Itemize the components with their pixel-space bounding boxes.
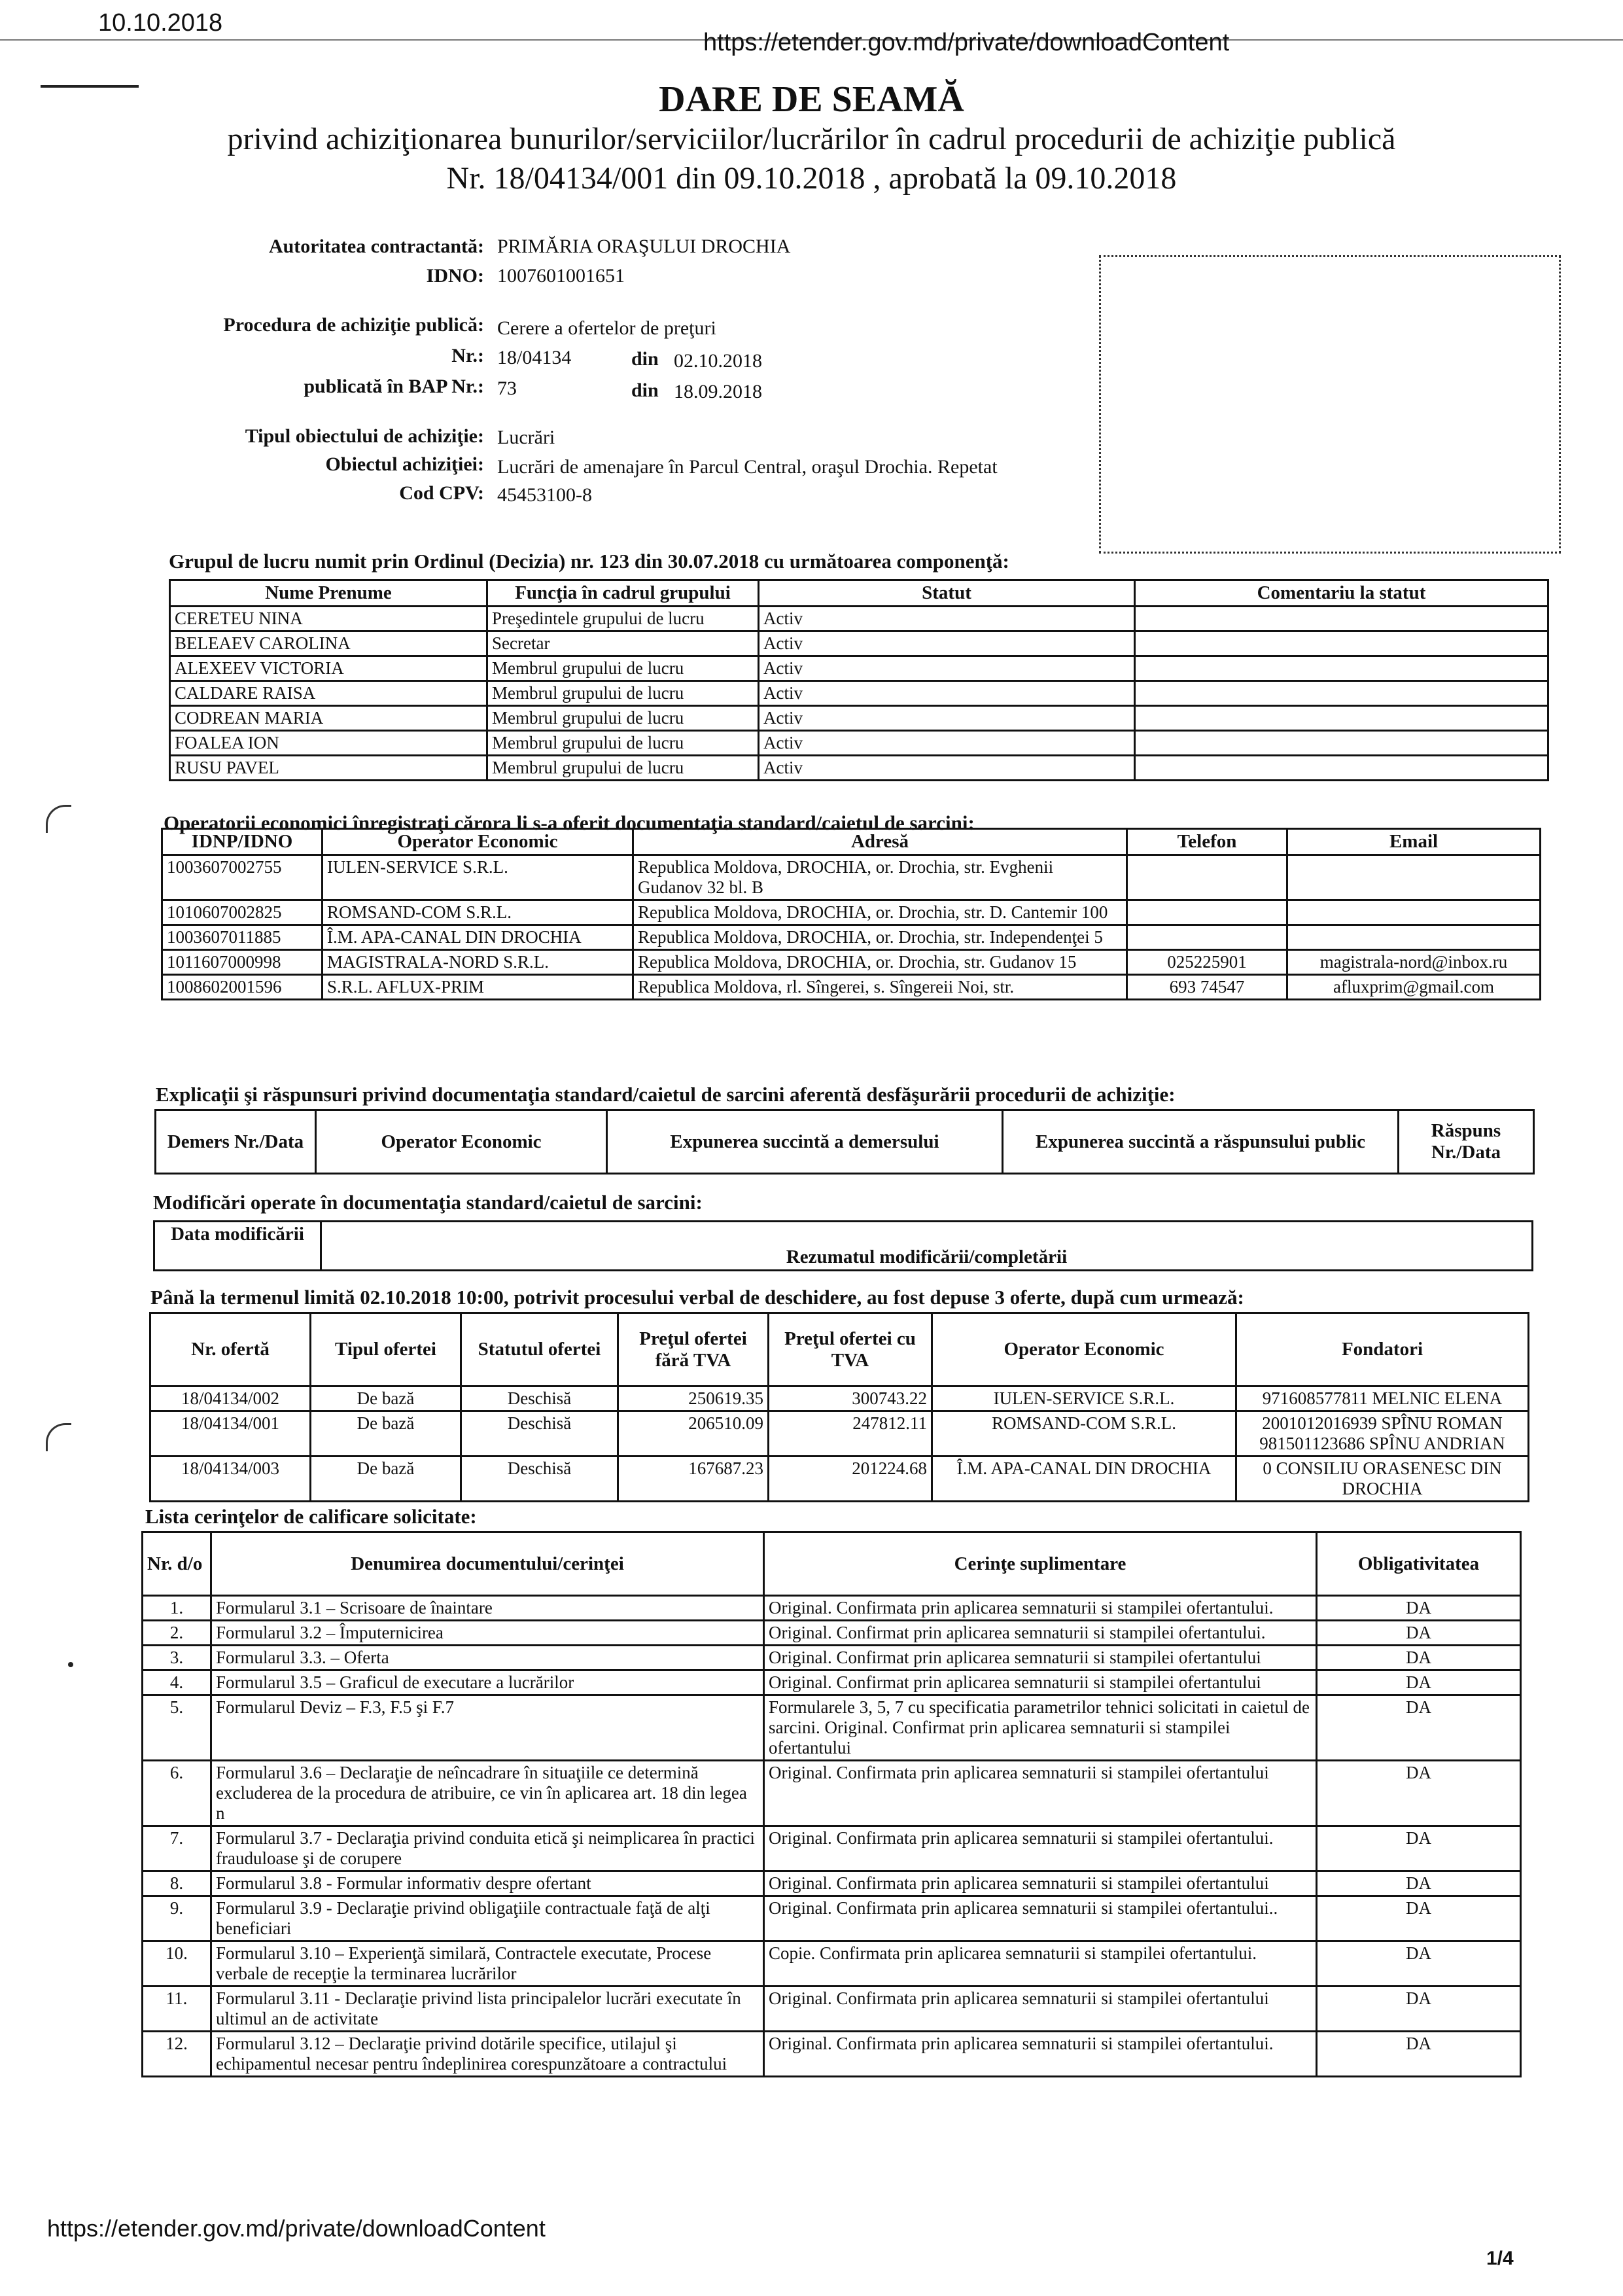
cell: Activ bbox=[759, 681, 1135, 706]
procedure-value: Cerere a ofertelor de preţuri bbox=[497, 317, 716, 339]
col-header: Operator Economic bbox=[316, 1110, 607, 1174]
table-row bbox=[143, 2032, 1521, 2077]
cell: Formularul 3.10 – Experienţă similară, Contractele executate, Procese verbale de recepţie la terminarea lucrărilor bbox=[211, 1941, 764, 1987]
cell bbox=[1135, 631, 1548, 656]
table-header-row bbox=[170, 580, 1548, 607]
table-row bbox=[143, 1871, 1521, 1896]
cell: Formularele 3, 5, 7 cu specificatia parametrilor tehnici solicitati in caietul de sarcini. Original. Confirmat prin aplicarea semnaturii si stampilei ofertantului bbox=[764, 1695, 1317, 1761]
cell: Formularul 3.2 – Împuternicirea bbox=[211, 1621, 764, 1646]
cell: Original. Confirmata prin aplicarea semnaturii si stampilei ofertantului bbox=[764, 1987, 1317, 2032]
object-value: Lucrări de amenajare în Parcul Central, oraşul Drochia. Repetat bbox=[497, 456, 998, 478]
authority-label: Autoritatea contractantă: bbox=[268, 236, 484, 257]
table-row bbox=[143, 1695, 1521, 1761]
cell: DA bbox=[1317, 1621, 1521, 1646]
col-header: Cerinţe suplimentare bbox=[764, 1532, 1317, 1596]
table-row bbox=[162, 855, 1541, 900]
cell: ROMSAND-COM S.R.L. bbox=[323, 900, 633, 925]
table-header-row bbox=[150, 1313, 1529, 1386]
table-row bbox=[143, 1896, 1521, 1941]
col-header: Expunerea succintă a demersului bbox=[607, 1110, 1003, 1174]
table-row bbox=[143, 1987, 1521, 2032]
col-header: Nume Prenume bbox=[170, 580, 487, 607]
table-row bbox=[143, 1646, 1521, 1670]
cell: DA bbox=[1317, 1826, 1521, 1871]
col-header: Nr. d/o bbox=[143, 1532, 211, 1596]
cell: 250619.35 bbox=[618, 1386, 769, 1411]
cell: DA bbox=[1317, 1896, 1521, 1941]
footer-url: https://etender.gov.md/private/downloadContent bbox=[47, 2215, 546, 2242]
nr-date: 02.10.2018 bbox=[674, 350, 762, 372]
cell: Formularul 3.11 - Declaraţie privind lista principalelor lucrări executate în ultimul an de activitate bbox=[211, 1987, 764, 2032]
cell: 8. bbox=[143, 1871, 211, 1896]
cell bbox=[1127, 925, 1287, 950]
cell: DA bbox=[1317, 1761, 1521, 1826]
table-row bbox=[170, 607, 1548, 631]
modifications-table bbox=[153, 1220, 1533, 1271]
bap-value: 73 bbox=[497, 378, 517, 399]
col-header: Comentariu la statut bbox=[1135, 580, 1548, 607]
cell: DA bbox=[1317, 1670, 1521, 1695]
table-row bbox=[150, 1386, 1529, 1411]
cell: DA bbox=[1317, 1596, 1521, 1621]
cell: DA bbox=[1317, 1941, 1521, 1987]
cell: 167687.23 bbox=[618, 1457, 769, 1502]
cell: 1003607002755 bbox=[162, 855, 323, 900]
cell: De bază bbox=[311, 1457, 461, 1502]
cell bbox=[1127, 900, 1287, 925]
cell: Membrul grupului de lucru bbox=[487, 656, 759, 681]
cell: Original. Confirmata prin aplicarea semnaturii si stampilei ofertantului.. bbox=[764, 1896, 1317, 1941]
cell: DA bbox=[1317, 2032, 1521, 2077]
cell: CALDARE RAISA bbox=[170, 681, 487, 706]
cell: afluxprim@gmail.com bbox=[1287, 975, 1541, 1000]
cell: 18/04134/003 bbox=[150, 1457, 311, 1502]
cell: 18/04134/002 bbox=[150, 1386, 311, 1411]
col-header: Data modificării bbox=[154, 1222, 321, 1271]
cell: Original. Confirmat prin aplicarea semnaturii si stampilei ofertantului bbox=[764, 1646, 1317, 1670]
cell: Republica Moldova, DROCHIA, or. Drochia, str. Evghenii Gudanov 32 bl. B bbox=[633, 855, 1127, 900]
cell: 1008602001596 bbox=[162, 975, 323, 1000]
table-header-row bbox=[162, 829, 1541, 855]
nr-din-label: din bbox=[631, 348, 659, 370]
cell: Original. Confirmata prin aplicarea semnaturii si stampilei ofertantului. bbox=[764, 1826, 1317, 1871]
cell: Activ bbox=[759, 706, 1135, 731]
cell: Membrul grupului de lucru bbox=[487, 731, 759, 756]
offers-table bbox=[149, 1312, 1529, 1502]
cell: Î.M. APA-CANAL DIN DROCHIA bbox=[323, 925, 633, 950]
cell bbox=[1135, 681, 1548, 706]
cell: Original. Confirmata prin aplicarea semnaturii si stampilei ofertantului. bbox=[764, 1596, 1317, 1621]
cell bbox=[1135, 756, 1548, 781]
table-row bbox=[170, 731, 1548, 756]
cell: Activ bbox=[759, 607, 1135, 631]
cell: Î.M. APA-CANAL DIN DROCHIA bbox=[932, 1457, 1236, 1502]
col-header: Preţul ofertei fără TVA bbox=[618, 1313, 769, 1386]
cell: RUSU PAVEL bbox=[170, 756, 487, 781]
punch-hole-mark bbox=[46, 1423, 71, 1451]
cell: 10. bbox=[143, 1941, 211, 1987]
table-header-row bbox=[143, 1532, 1521, 1596]
cell: DA bbox=[1317, 1871, 1521, 1896]
table-row bbox=[170, 706, 1548, 731]
cell: Activ bbox=[759, 756, 1135, 781]
table-row bbox=[162, 975, 1541, 1000]
col-header: Rezumatul modificării/completării bbox=[321, 1222, 1533, 1271]
bap-din-label: din bbox=[631, 380, 659, 401]
cell: De bază bbox=[311, 1411, 461, 1457]
cell: Deschisă bbox=[461, 1411, 618, 1457]
work-group-table bbox=[169, 579, 1549, 781]
cell: 1003607011885 bbox=[162, 925, 323, 950]
cell bbox=[1287, 925, 1541, 950]
print-date: 10.10.2018 bbox=[98, 9, 223, 37]
idno-label: IDNO: bbox=[426, 265, 484, 287]
cell: IULEN-SERVICE S.R.L. bbox=[323, 855, 633, 900]
cell: 025225901 bbox=[1127, 950, 1287, 975]
cell: FOALEA ION bbox=[170, 731, 487, 756]
table-row bbox=[162, 925, 1541, 950]
cell: 11. bbox=[143, 1987, 211, 2032]
table-row bbox=[150, 1457, 1529, 1502]
document-subtitle: privind achiziţionarea bunurilor/serviciilor/lucrărilor în cadrul procedurii de achiziţie publică bbox=[227, 122, 1396, 156]
cell: Formularul 3.6 – Declaraţie de neîncadrare în situaţiile ce determină excluderea de la procedura de atribuire, ce vin în aplicarea art. 18 din legea n bbox=[211, 1761, 764, 1826]
cell: 971608577811 MELNIC ELENA bbox=[1236, 1386, 1529, 1411]
cell: Activ bbox=[759, 631, 1135, 656]
table-row bbox=[143, 1670, 1521, 1695]
cell bbox=[1135, 656, 1548, 681]
idno-value: 1007601001651 bbox=[497, 265, 625, 287]
table-row bbox=[143, 1761, 1521, 1826]
cell: Original. Confirmat prin aplicarea semnaturii si stampilei ofertantului. bbox=[764, 1621, 1317, 1646]
cell: 7. bbox=[143, 1826, 211, 1871]
cell: DA bbox=[1317, 1646, 1521, 1670]
col-header: Denumirea documentului/cerinţei bbox=[211, 1532, 764, 1596]
cell: Preşedintele grupului de lucru bbox=[487, 607, 759, 631]
table-row bbox=[143, 1941, 1521, 1987]
col-header: Statut bbox=[759, 580, 1135, 607]
cell: 6. bbox=[143, 1761, 211, 1826]
cpv-value: 45453100-8 bbox=[497, 484, 592, 506]
cell: Formularul 3.7 - Declaraţia privind conduita etică şi neimplicarea în practici frauduloase şi de corupere bbox=[211, 1826, 764, 1871]
cell: CERETEU NINA bbox=[170, 607, 487, 631]
col-header: Telefon bbox=[1127, 829, 1287, 855]
table-row bbox=[143, 1621, 1521, 1646]
cell: 18/04134/001 bbox=[150, 1411, 311, 1457]
cell: Activ bbox=[759, 656, 1135, 681]
cell: 12. bbox=[143, 2032, 211, 2077]
authority-value: PRIMĂRIA ORAŞULUI DROCHIA bbox=[497, 236, 791, 257]
col-header: Demers Nr./Data bbox=[156, 1110, 316, 1174]
cell: Copie. Confirmata prin aplicarea semnaturii si stampilei ofertantului. bbox=[764, 1941, 1317, 1987]
col-header: IDNP/IDNO bbox=[162, 829, 323, 855]
col-header: Operator Economic bbox=[932, 1313, 1236, 1386]
cell: DA bbox=[1317, 1695, 1521, 1761]
object-label: Obiectul achiziţiei: bbox=[325, 453, 484, 475]
cell: 2. bbox=[143, 1621, 211, 1646]
object-type-value: Lucrări bbox=[497, 427, 555, 448]
col-header: Tipul ofertei bbox=[311, 1313, 461, 1386]
cell: 300743.22 bbox=[769, 1386, 932, 1411]
cell: Republica Moldova, DROCHIA, or. Drochia, str. D. Cantemir 100 bbox=[633, 900, 1127, 925]
table-row bbox=[170, 681, 1548, 706]
page-number: 1/4 bbox=[1486, 2248, 1514, 2269]
col-header: Adresă bbox=[633, 829, 1127, 855]
cell: Membrul grupului de lucru bbox=[487, 756, 759, 781]
nr-value: 18/04134 bbox=[497, 347, 572, 368]
table-row bbox=[162, 950, 1541, 975]
document-title: DARE DE SEAMĂ bbox=[659, 79, 964, 120]
cell: 9. bbox=[143, 1896, 211, 1941]
cell: 693 74547 bbox=[1127, 975, 1287, 1000]
col-header: Expunerea succintă a răspunsului public bbox=[1003, 1110, 1399, 1174]
scan-dot bbox=[68, 1662, 73, 1667]
table-row bbox=[143, 1596, 1521, 1621]
cell: Formularul 3.9 - Declaraţie privind obligaţiile contractuale faţă de alţi beneficiari bbox=[211, 1896, 764, 1941]
col-header: Statutul ofertei bbox=[461, 1313, 618, 1386]
cell: Deschisă bbox=[461, 1386, 618, 1411]
cell: 247812.11 bbox=[769, 1411, 932, 1457]
cell: ROMSAND-COM S.R.L. bbox=[932, 1411, 1236, 1457]
cell: magistrala-nord@inbox.ru bbox=[1287, 950, 1541, 975]
cell: 1011607000998 bbox=[162, 950, 323, 975]
cell: MAGISTRALA-NORD S.R.L. bbox=[323, 950, 633, 975]
work-group-heading: Grupul de lucru numit prin Ordinul (Decizia) nr. 123 din 30.07.2018 cu următoarea componenţă: bbox=[169, 550, 1009, 573]
cpv-label: Cod CPV: bbox=[399, 482, 484, 504]
cell: DA bbox=[1317, 1987, 1521, 2032]
col-header: Fondatori bbox=[1236, 1313, 1529, 1386]
cell bbox=[1135, 706, 1548, 731]
cell: Republica Moldova, rl. Sîngerei, s. Sîngereii Noi, str. bbox=[633, 975, 1127, 1000]
print-url: https://etender.gov.md/private/downloadContent bbox=[703, 29, 1230, 56]
cell bbox=[1135, 731, 1548, 756]
cell: Formularul 3.3. – Oferta bbox=[211, 1646, 764, 1670]
offers-heading: Până la termenul limită 02.10.2018 10:00, potrivit procesului verbal de deschidere, au fost depuse 3 oferte, după cum urmează: bbox=[150, 1286, 1244, 1309]
cell: 2001012016939 SPÎNU ROMAN 981501123686 SPÎNU ANDRIAN bbox=[1236, 1411, 1529, 1457]
explanations-heading: Explicaţii şi răspunsuri privind documentaţia standard/caietul de sarcini aferentă desfăşurării procedurii de achiziţie: bbox=[156, 1083, 1176, 1106]
cell: Original. Confirmata prin aplicarea semnaturii si stampilei ofertantului bbox=[764, 1871, 1317, 1896]
col-header: Preţul ofertei cu TVA bbox=[769, 1313, 932, 1386]
cell: IULEN-SERVICE S.R.L. bbox=[932, 1386, 1236, 1411]
cell: S.R.L. AFLUX-PRIM bbox=[323, 975, 633, 1000]
table-row bbox=[143, 1826, 1521, 1871]
table-header-row bbox=[154, 1222, 1533, 1271]
cell bbox=[1135, 607, 1548, 631]
cell bbox=[1287, 900, 1541, 925]
col-header: Nr. ofertă bbox=[150, 1313, 311, 1386]
col-header: Răspuns Nr./Data bbox=[1399, 1110, 1534, 1174]
cell: Formularul 3.12 – Declaraţie privind dotările specifice, utilajul şi echipamentul necesar pentru îndeplinirea corespunzătoare a contractului bbox=[211, 2032, 764, 2077]
cell: Original. Confirmata prin aplicarea semnaturii si stampilei ofertantului. bbox=[764, 2032, 1317, 2077]
cell bbox=[1127, 855, 1287, 900]
cell: Formularul 3.5 – Graficul de executare a lucrărilor bbox=[211, 1670, 764, 1695]
cell: Formularul Deviz – F.3, F.5 şi F.7 bbox=[211, 1695, 764, 1761]
stamp-box bbox=[1099, 255, 1561, 554]
cell: 5. bbox=[143, 1695, 211, 1761]
table-row bbox=[162, 900, 1541, 925]
cell: ALEXEEV VICTORIA bbox=[170, 656, 487, 681]
cell: 201224.68 bbox=[769, 1457, 932, 1502]
cell: Republica Moldova, DROCHIA, or. Drochia, str. Independenţei 5 bbox=[633, 925, 1127, 950]
cell: Deschisă bbox=[461, 1457, 618, 1502]
cell: 1. bbox=[143, 1596, 211, 1621]
table-row bbox=[170, 756, 1548, 781]
cell: CODREAN MARIA bbox=[170, 706, 487, 731]
cell: BELEAEV CAROLINA bbox=[170, 631, 487, 656]
requirements-table bbox=[141, 1531, 1522, 2077]
table-header-row bbox=[156, 1110, 1534, 1174]
explanations-table bbox=[154, 1109, 1535, 1174]
operators-table bbox=[161, 828, 1541, 1000]
col-header: Email bbox=[1287, 829, 1541, 855]
cell: Secretar bbox=[487, 631, 759, 656]
requirements-heading: Lista cerinţelor de calificare solicitate: bbox=[145, 1505, 477, 1528]
col-header: Funcţia în cadrul grupului bbox=[487, 580, 759, 607]
col-header: Operator Economic bbox=[323, 829, 633, 855]
col-header: Obligativitatea bbox=[1317, 1532, 1521, 1596]
bap-label: publicată în BAP Nr.: bbox=[304, 376, 484, 397]
cell bbox=[1287, 855, 1541, 900]
cell: 4. bbox=[143, 1670, 211, 1695]
modifications-heading: Modificări operate în documentaţia standard/caietul de sarcini: bbox=[153, 1191, 703, 1214]
object-type-label: Tipul obiectului de achiziţie: bbox=[245, 425, 484, 447]
punch-hole-mark bbox=[46, 805, 71, 833]
cell: Activ bbox=[759, 731, 1135, 756]
table-row bbox=[170, 656, 1548, 681]
nr-label: Nr.: bbox=[451, 345, 484, 366]
cell: 1010607002825 bbox=[162, 900, 323, 925]
cell: 0 CONSILIU ORASENESC DIN DROCHIA bbox=[1236, 1457, 1529, 1502]
cell: Original. Confirmat prin aplicarea semnaturii si stampilei ofertantului bbox=[764, 1670, 1317, 1695]
cell: Formularul 3.8 - Formular informativ despre ofertant bbox=[211, 1871, 764, 1896]
cell: Formularul 3.1 – Scrisoare de înaintare bbox=[211, 1596, 764, 1621]
cell: Original. Confirmata prin aplicarea semnaturii si stampilei ofertantului bbox=[764, 1761, 1317, 1826]
operators-heading: Operatorii economici înregistraţi cărora li s-a oferit documentaţia standard/caietul de sarcini: bbox=[164, 811, 975, 834]
cell: Membrul grupului de lucru bbox=[487, 681, 759, 706]
table-row bbox=[150, 1411, 1529, 1457]
table-row bbox=[170, 631, 1548, 656]
cell: 3. bbox=[143, 1646, 211, 1670]
cell: Republica Moldova, DROCHIA, or. Drochia, str. Gudanov 15 bbox=[633, 950, 1127, 975]
cell: De bază bbox=[311, 1386, 461, 1411]
cell: Membrul grupului de lucru bbox=[487, 706, 759, 731]
bap-date: 18.09.2018 bbox=[674, 381, 762, 402]
procedure-label: Procedura de achiziţie publică: bbox=[223, 314, 484, 336]
document-number-line: Nr. 18/04134/001 din 09.10.2018 , aprobată la 09.10.2018 bbox=[446, 161, 1177, 196]
cell: 206510.09 bbox=[618, 1411, 769, 1457]
